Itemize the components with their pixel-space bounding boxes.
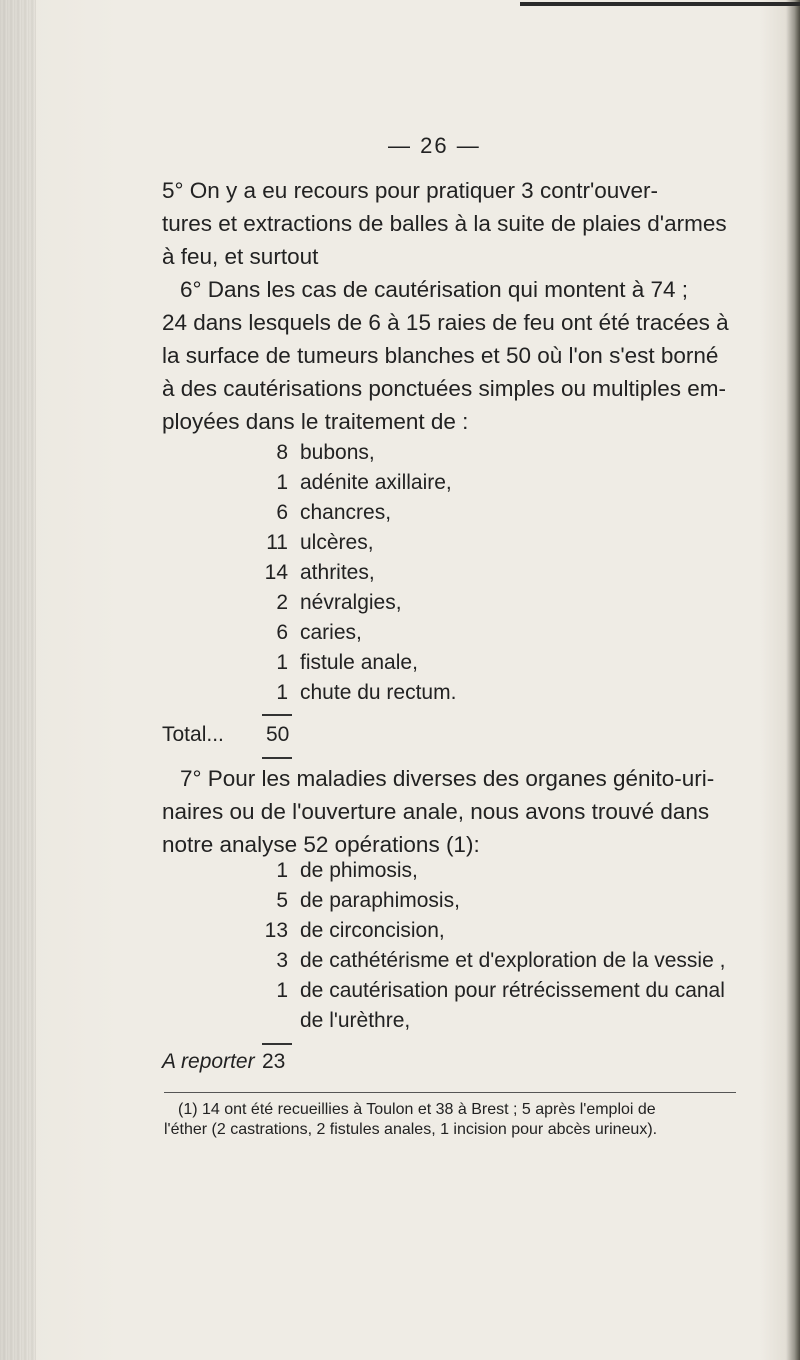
footnote bbox=[164, 1100, 744, 1140]
list-item-label: athrites, bbox=[300, 561, 375, 584]
list-item-count: 1 bbox=[276, 859, 288, 882]
list-item-label: ulcères, bbox=[300, 531, 374, 554]
list-item-count: 13 bbox=[264, 919, 288, 942]
list-item-count: 6 bbox=[276, 621, 288, 644]
report-value: 23 bbox=[262, 1050, 286, 1073]
list-item-label: fistule anale, bbox=[300, 651, 418, 674]
sum-rule bbox=[262, 714, 292, 716]
paragraph-line: 5° On y a eu recours pour pratiquer 3 contr'ouver- bbox=[162, 178, 659, 203]
footnote-rule bbox=[164, 1092, 736, 1093]
list-item-count: 1 bbox=[276, 471, 288, 494]
paragraph-7 bbox=[162, 762, 742, 861]
list-item-label: névralgies, bbox=[300, 591, 402, 614]
paragraph-line: tures et extractions de balles à la suite de plaies d'armes bbox=[162, 211, 727, 236]
list-item-label: de circoncision, bbox=[300, 919, 445, 942]
paragraph-5 bbox=[162, 174, 742, 273]
list-item-count: 5 bbox=[276, 889, 288, 912]
paragraph-line: notre analyse 52 opérations (1): bbox=[162, 832, 480, 857]
list-item-count: 2 bbox=[276, 591, 288, 614]
paragraph-line: à feu, et surtout bbox=[162, 244, 319, 269]
list-item-label: chute du rectum. bbox=[300, 681, 457, 704]
list-item-label: de l'urèthre, bbox=[300, 1009, 411, 1032]
paragraph-6 bbox=[162, 273, 742, 438]
paragraph-line: 7° Pour les maladies diverses des organes génito-uri- bbox=[180, 766, 715, 791]
total-value: 50 bbox=[266, 723, 290, 746]
list-item-count: 6 bbox=[276, 501, 288, 524]
list-item-count: 1 bbox=[276, 681, 288, 704]
total-label: Total... bbox=[162, 723, 224, 746]
paragraph-line: à des cautérisations ponctuées simples ou multiples em- bbox=[162, 376, 727, 401]
paragraph-line: ployées dans le traitement de : bbox=[162, 409, 469, 434]
sum-rule bbox=[262, 757, 292, 759]
page-number: — 26 — bbox=[388, 133, 481, 158]
list-item-label: caries, bbox=[300, 621, 362, 644]
list-item-count: 8 bbox=[276, 441, 288, 464]
sum-rule bbox=[262, 1043, 292, 1045]
page-edge-shadow bbox=[786, 0, 800, 1360]
list-item-count: 1 bbox=[276, 651, 288, 674]
paragraph-line: la surface de tumeurs blanches et 50 où l'on s'est borné bbox=[162, 343, 719, 368]
report-label: A reporter bbox=[162, 1050, 255, 1073]
footnote-line: (1) 14 ont été recueillies à Toulon et 38 à Brest ; 5 après l'emploi de bbox=[178, 1101, 656, 1118]
list-item-label: de phimosis, bbox=[300, 859, 418, 882]
list-item-count: 11 bbox=[266, 531, 288, 554]
list-item-label: de cautérisation pour rétrécissement du canal bbox=[300, 979, 725, 1002]
footnote-line: l'éther (2 castrations, 2 fistules anales, 1 incision pour abcès urineux). bbox=[164, 1121, 658, 1138]
paragraph-line: 24 dans lesquels de 6 à 15 raies de feu ont été tracées à bbox=[162, 310, 729, 335]
page-binding-shadow bbox=[0, 0, 36, 1360]
paragraph-line: naires ou de l'ouverture anale, nous avons trouvé dans bbox=[162, 799, 710, 824]
list-item-count: 1 bbox=[276, 979, 288, 1002]
list-item-label: de cathétérisme et d'exploration de la vessie , bbox=[300, 949, 726, 972]
list-item-label: chancres, bbox=[300, 501, 392, 524]
list-item-label: bubons, bbox=[300, 441, 375, 464]
top-edge-mark bbox=[520, 2, 800, 6]
list-item-label: adénite axillaire, bbox=[300, 471, 452, 494]
paragraph-line: 6° Dans les cas de cautérisation qui montent à 74 ; bbox=[180, 277, 689, 302]
list-item-count: 14 bbox=[264, 561, 288, 584]
list-item-label: de paraphimosis, bbox=[300, 889, 460, 912]
list-item-count: 3 bbox=[276, 949, 288, 972]
